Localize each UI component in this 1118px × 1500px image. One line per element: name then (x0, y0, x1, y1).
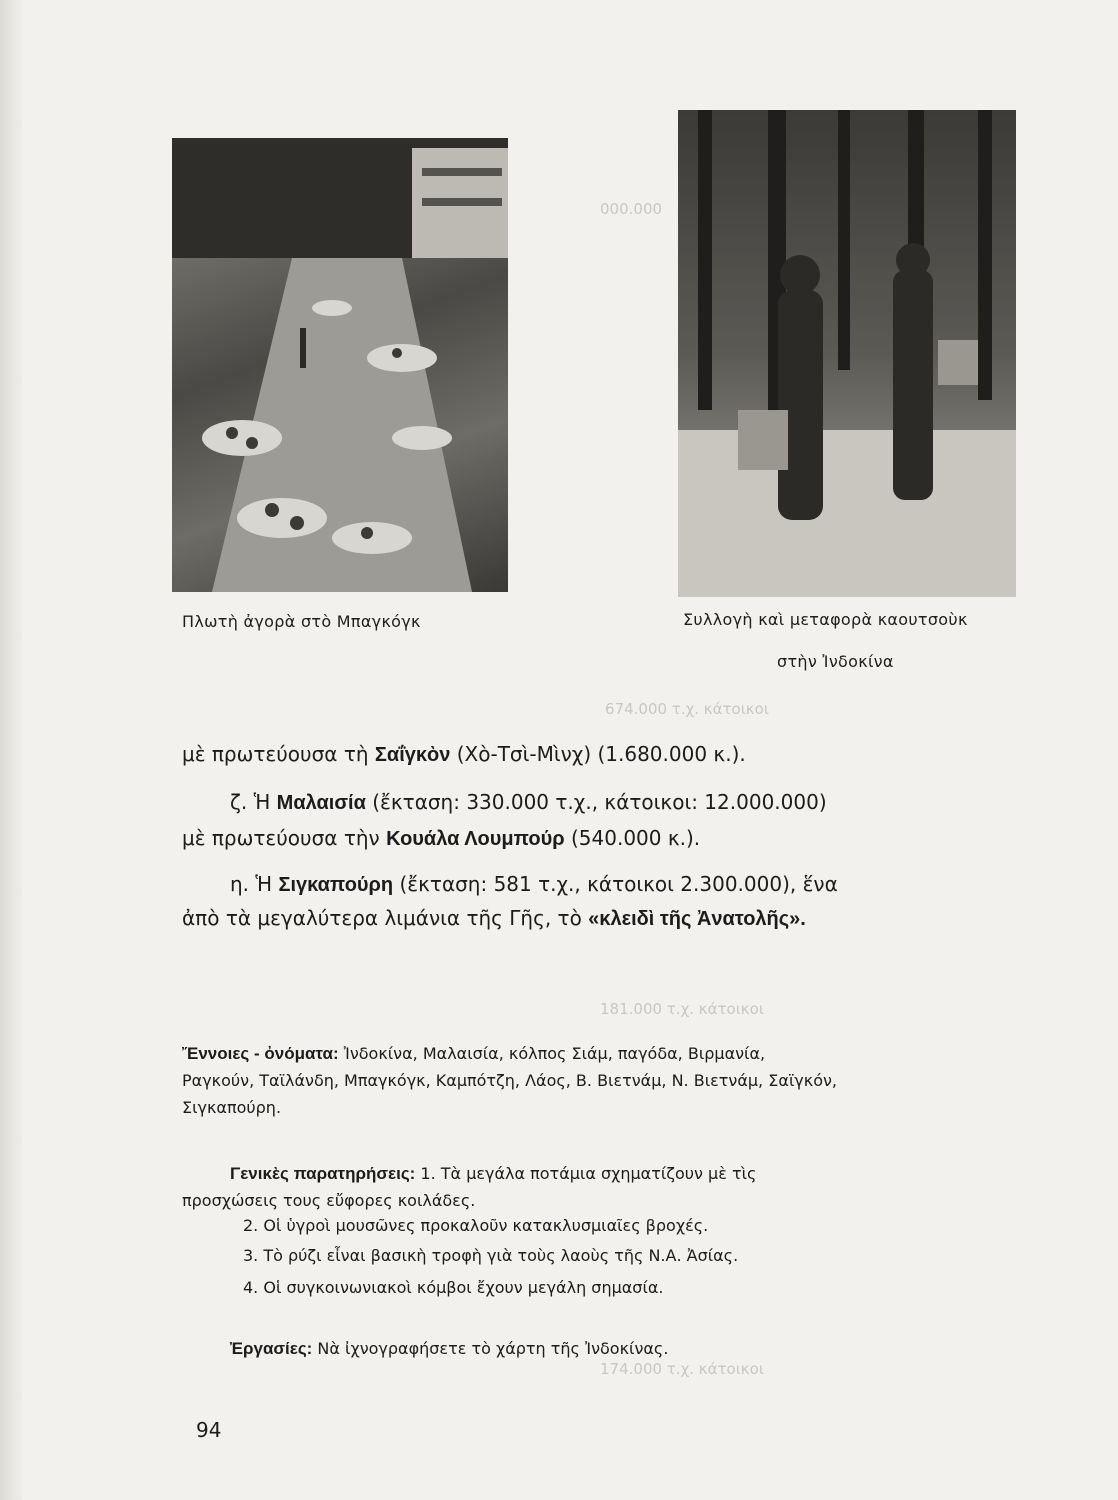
floating-market-photo (172, 138, 508, 592)
country-singapore: Σιγκαπούρη (278, 874, 394, 896)
text-fragment: η. Ἡ (230, 872, 279, 896)
text-fragment: μὲ πρωτεύουσα τὴ (182, 742, 375, 766)
text-fragment: (ἔκταση: 330.000 τ.χ., κάτοικοι: 12.000.000) (365, 790, 827, 814)
tasks-label: Ἐργασίες: (230, 1339, 313, 1358)
right-photo-caption-line1: Συλλογὴ καὶ μεταφορὰ καουτσοὺκ (683, 610, 968, 629)
observations-section (182, 1160, 842, 1214)
text-fragment: μὲ πρωτεύουσα τὴν (182, 826, 387, 850)
country-malaysia: Μαλαισία (276, 792, 366, 814)
text-fragment: (Χὸ-Τσὶ-Μὶνχ) (1.680.000 κ.). (450, 742, 746, 766)
bleed-through-text: 174.000 τ.χ. κάτοικοι (600, 1360, 764, 1378)
concepts-section (182, 1040, 842, 1121)
page-number: 94 (196, 1418, 222, 1442)
bleed-through-text: 000.000 (600, 200, 663, 218)
body-line-kuala-lumpur (182, 826, 700, 851)
tasks-section (230, 1335, 890, 1362)
bleed-through-text: 674.000 τ.χ. κάτοικοι (605, 700, 769, 718)
concepts-text: Ἰνδοκίνα, Μαλαισία, κόλπος Σιάμ, παγόδα, Βιρμανία, Ραγκούν, Ταϊλάνδη, Μπαγκόγκ, Καμπότζη, Λάος, Β. Βιετνάμ, Ν. Βιετνάμ, Σαϊγκόν, Σιγκαπούρη. (182, 1044, 837, 1117)
body-line-singapore (230, 872, 838, 897)
text-fragment: (ἔκταση: 581 τ.χ., κάτοικοι 2.300.000), ἕνα (393, 872, 838, 896)
body-line-key-of-east (182, 906, 806, 931)
concepts-label: Ἔννοιες - ὀνόματα: (182, 1044, 339, 1063)
rubber-collection-photo (678, 110, 1016, 597)
tasks-text: Νὰ ἰχνογραφήσετε τὸ χάρτη τῆς Ἰνδοκίνας. (312, 1339, 669, 1358)
city-kuala-lumpur: Κουάλα Λουμπούρ (386, 828, 565, 850)
observation-4: 4. Οἱ συγκοινωνιακοὶ κόμβοι ἔχουν μεγάλη σημασία. (243, 1278, 664, 1297)
observation-1: 1. Τὰ μεγάλα ποτάμια σχηματίζουν μὲ τὶς προσχώσεις τους εὔφορες κοιλάδες. (182, 1164, 757, 1210)
text-fragment: ἀπὸ τὰ μεγαλύτερα λιμάνια τῆς Γῆς, τὸ (182, 906, 589, 930)
body-line-malaysia (230, 790, 827, 815)
page-binding-edge (0, 0, 22, 1500)
text-fragment: (540.000 κ.). (564, 826, 701, 850)
observation-2: 2. Οἱ ὑγροὶ μουσῶνες προκαλοῦν κατακλυσμιαῖες βροχές. (243, 1216, 709, 1235)
text-fragment: ζ. Ἡ (230, 790, 277, 814)
floating-market-illustration (172, 138, 508, 592)
left-photo-caption: Πλωτὴ ἀγορὰ στὸ Μπαγκόγκ (182, 612, 421, 631)
rubber-plantation-illustration (678, 110, 1016, 597)
observations-label: Γενικὲς παρατηρήσεις: (230, 1164, 416, 1183)
bleed-through-text: 181.000 τ.χ. κάτοικοι (600, 1000, 764, 1018)
key-of-east: «κλειδὶ τῆς Ἀνατολῆς». (588, 908, 806, 930)
right-photo-caption-line2: στὴν Ἰνδοκίνα (777, 652, 894, 671)
city-saigon: Σαΐγκὸν (374, 744, 451, 766)
body-line-saigon (182, 742, 746, 767)
observation-3: 3. Τὸ ρύζι εἶναι βασικὴ τροφὴ γιὰ τοὺς λαοὺς τῆς Ν.Α. Ἀσίας. (243, 1246, 739, 1265)
